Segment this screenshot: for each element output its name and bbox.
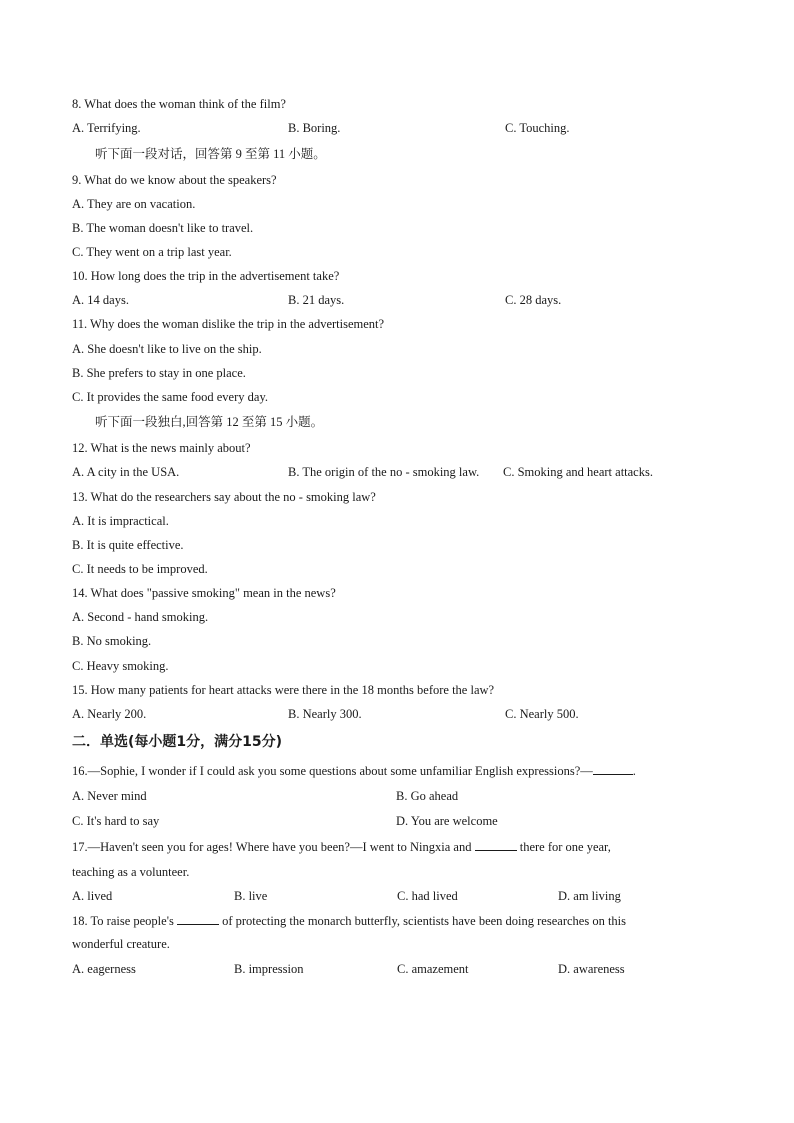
question-17-option-b: B. live	[234, 889, 268, 903]
question-17-stem	[72, 838, 611, 855]
question-17-option-a: A. lived	[72, 889, 113, 903]
question-8-option-a: A. Terrifying.	[72, 121, 141, 135]
question-16-option-a: A. Never mind	[72, 789, 147, 803]
question-9-option-c: C. They went on a trip last year.	[72, 245, 232, 259]
question-8-stem: 8. What does the woman think of the film?	[72, 97, 286, 111]
question-10-option-b: B. 21 days.	[288, 293, 345, 307]
question-10-stem: 10. How long does the trip in the advertisement take?	[72, 269, 340, 283]
question-18-option-c: C. amazement	[397, 962, 469, 976]
question-8-option-c: C. Touching.	[505, 121, 570, 135]
question-10-option-c: C. 28 days.	[505, 293, 562, 307]
question-18-option-d: D. awareness	[558, 962, 625, 976]
question-9-option-a: A. They are on vacation.	[72, 197, 196, 211]
listening-instruction-2: 听下面一段独白,回答第 12 至第 15 小题。	[95, 415, 324, 429]
question-16-option-b: B. Go ahead	[396, 789, 459, 803]
question-13-stem: 13. What do the researchers say about the no - smoking law?	[72, 490, 376, 504]
question-15-stem: 15. How many patients for heart attacks were there in the 18 months before the law?	[72, 683, 495, 697]
question-17-text-cont: there for one year,	[519, 840, 611, 854]
question-16-stem	[72, 762, 636, 779]
section-heading: 二．单选(每小题1分，满分15分)	[72, 734, 283, 750]
question-17-stem-line2: teaching as a volunteer.	[72, 865, 190, 879]
question-14-stem: 14. What does "passive smoking" mean in the news?	[72, 586, 336, 600]
question-8-option-b: B. Boring.	[288, 121, 341, 135]
question-18-option-b: B. impression	[234, 962, 304, 976]
question-14-option-a: A. Second - hand smoking.	[72, 610, 209, 624]
question-17-option-d: D. am living	[558, 889, 621, 903]
question-12-option-b: B. The origin of the no - smoking law.	[288, 465, 480, 479]
question-17-option-c: C. had lived	[397, 889, 458, 903]
question-14-option-b: B. No smoking.	[72, 634, 152, 648]
listening-instruction-1: 听下面一段对话，回答第 9 至第 11 小题。	[95, 147, 326, 161]
question-9-stem: 9. What do we know about the speakers?	[72, 173, 277, 187]
question-16-end: .	[632, 764, 636, 778]
question-9-option-b: B. The woman doesn't like to travel.	[72, 221, 254, 235]
question-13-option-a: A. It is impractical.	[72, 514, 169, 528]
question-18-stem	[72, 912, 626, 929]
question-16-text: 16.—Sophie, I wonder if I could ask you some questions about some unfamiliar English expressions?—	[72, 764, 593, 778]
question-15-option-b: B. Nearly 300.	[288, 707, 362, 721]
question-13-option-c: C. It needs to be improved.	[72, 562, 208, 576]
question-18-text: 18. To raise people's	[72, 914, 174, 928]
answer-blank	[475, 838, 517, 851]
question-15-option-c: C. Nearly 500.	[505, 707, 579, 721]
question-11-option-a: A. She doesn't like to live on the ship.	[72, 342, 262, 356]
question-18-text-cont: of protecting the monarch butterfly, scientists have been doing researches on this	[222, 914, 627, 928]
question-18-option-a: A. eagerness	[72, 962, 136, 976]
question-10-option-a: A. 14 days.	[72, 293, 129, 307]
question-13-option-b: B. It is quite effective.	[72, 538, 184, 552]
question-11-stem: 11. Why does the woman dislike the trip in the advertisement?	[72, 317, 385, 331]
question-15-option-a: A. Nearly 200.	[72, 707, 147, 721]
question-11-option-c: C. It provides the same food every day.	[72, 390, 269, 404]
question-16-option-d: D. You are welcome	[396, 814, 498, 828]
question-11-option-b: B. She prefers to stay in one place.	[72, 366, 246, 380]
question-12-option-a: A. A city in the USA.	[72, 465, 180, 479]
question-18-stem-line2: wonderful creature.	[72, 937, 170, 951]
question-14-option-c: C. Heavy smoking.	[72, 659, 169, 673]
question-16-option-c: C. It's hard to say	[72, 814, 160, 828]
answer-blank	[177, 912, 219, 925]
question-17-text: 17.—Haven't seen you for ages! Where have you been?—I went to Ningxia and	[72, 840, 472, 854]
question-12-option-c: C. Smoking and heart attacks.	[503, 465, 653, 479]
answer-blank	[593, 762, 633, 775]
question-12-stem: 12. What is the news mainly about?	[72, 441, 251, 455]
